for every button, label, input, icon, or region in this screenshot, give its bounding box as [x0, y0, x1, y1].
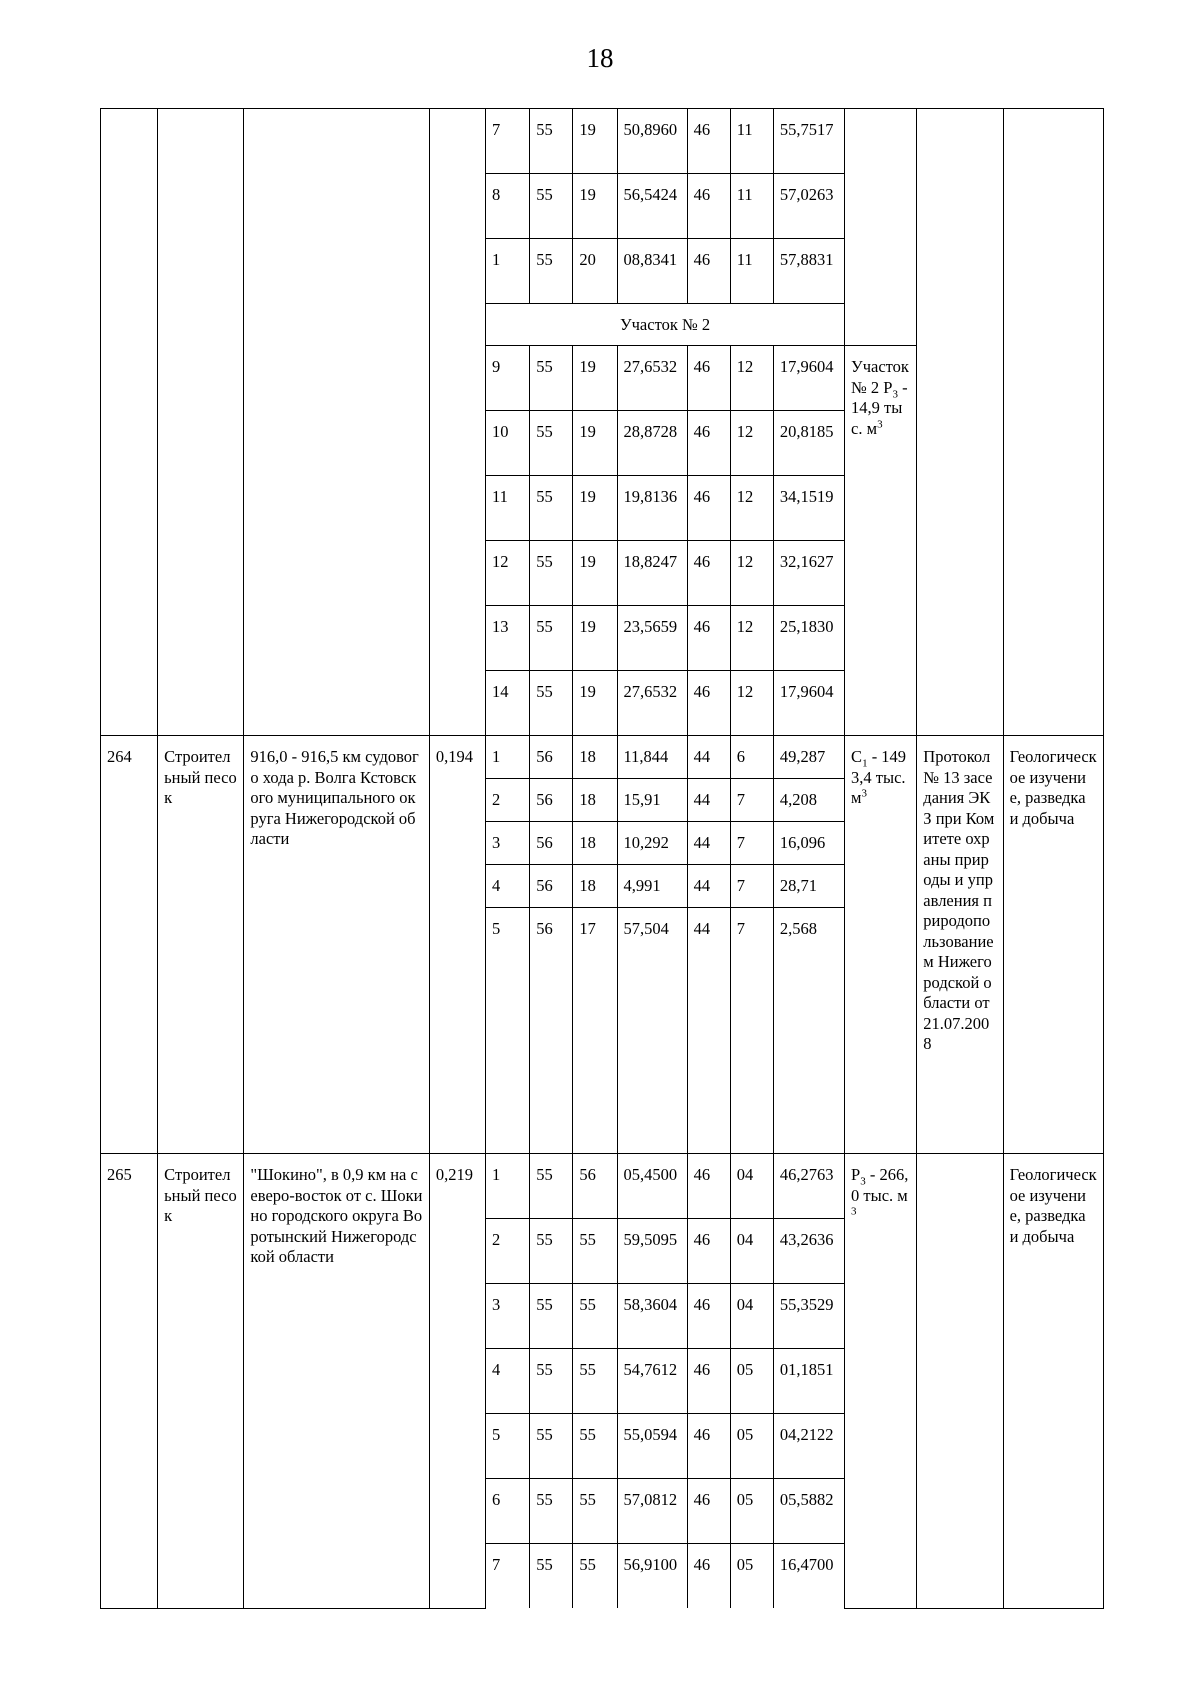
entry-number: 265	[101, 1154, 158, 1609]
lat-degrees: 55	[530, 606, 573, 671]
reserves-unit-superscript: 3	[861, 787, 867, 800]
lon-degrees: 46	[687, 1349, 730, 1414]
lon-degrees: 46	[687, 476, 730, 541]
point-number: 4	[486, 865, 530, 908]
lat-minutes: 19	[573, 109, 617, 174]
lon-seconds: 01,1851	[773, 1349, 844, 1414]
reserves-cell	[845, 109, 917, 346]
reserves-value: - 1493,4 тыс. м	[851, 747, 907, 807]
lat-degrees: 56	[530, 908, 573, 1154]
lat-seconds: 56,9100	[617, 1544, 687, 1609]
point-number: 5	[486, 1414, 530, 1479]
table-body	[101, 109, 1104, 1609]
lon-seconds: 55,3529	[773, 1284, 844, 1349]
point-number: 14	[486, 671, 530, 736]
lon-minutes: 05	[730, 1544, 773, 1609]
lon-seconds: 55,7517	[773, 109, 844, 174]
approval-cell	[917, 109, 1003, 736]
lat-seconds: 56,5424	[617, 174, 687, 239]
lon-minutes: 6	[730, 736, 773, 779]
lon-minutes: 11	[730, 174, 773, 239]
lon-minutes: 7	[730, 779, 773, 822]
approval-protocol	[917, 1154, 1003, 1609]
lat-degrees: 55	[530, 1544, 573, 1609]
lat-degrees: 55	[530, 239, 573, 304]
lat-seconds: 11,844	[617, 736, 687, 779]
deposit-location: 916,0 - 916,5 км судового хода р. Волга Кстовского муниципального округа Нижегородской области	[244, 736, 430, 1154]
lat-degrees: 56	[530, 865, 573, 908]
mineral-cell	[158, 109, 244, 736]
lat-seconds: 10,292	[617, 822, 687, 865]
lat-degrees: 55	[530, 541, 573, 606]
lat-minutes: 55	[573, 1349, 617, 1414]
lon-degrees: 46	[687, 1284, 730, 1349]
point-number: 3	[486, 822, 530, 865]
lon-seconds: 4,208	[773, 779, 844, 822]
lat-seconds: 50,8960	[617, 109, 687, 174]
lon-minutes: 7	[730, 865, 773, 908]
lat-degrees: 55	[530, 1349, 573, 1414]
lon-degrees: 44	[687, 736, 730, 779]
lat-minutes: 19	[573, 671, 617, 736]
point-number: 3	[486, 1284, 530, 1349]
lat-degrees: 55	[530, 476, 573, 541]
lat-minutes: 19	[573, 411, 617, 476]
lon-minutes: 11	[730, 109, 773, 174]
lat-degrees: 55	[530, 671, 573, 736]
point-number: 5	[486, 908, 530, 1154]
lon-seconds: 16,096	[773, 822, 844, 865]
lat-seconds: 57,0812	[617, 1479, 687, 1544]
number-cell	[101, 109, 158, 736]
lat-minutes: 56	[573, 1154, 617, 1219]
lat-seconds: 27,6532	[617, 671, 687, 736]
reserves-unit-superscript: 3	[877, 418, 883, 430]
lon-seconds: 28,71	[773, 865, 844, 908]
lat-minutes: 19	[573, 476, 617, 541]
lon-degrees: 46	[687, 1414, 730, 1479]
point-number: 12	[486, 541, 530, 606]
point-number: 7	[486, 1544, 530, 1609]
lon-seconds: 46,2763	[773, 1154, 844, 1219]
lon-degrees: 46	[687, 1154, 730, 1219]
lat-minutes: 55	[573, 1544, 617, 1609]
lat-seconds: 19,8136	[617, 476, 687, 541]
lat-degrees: 55	[530, 1414, 573, 1479]
point-number: 6	[486, 1479, 530, 1544]
lon-seconds: 43,2636	[773, 1219, 844, 1284]
lat-seconds: 54,7612	[617, 1349, 687, 1414]
license-type: Геологическое изучение, разведка и добыча	[1003, 736, 1103, 1154]
lon-seconds: 57,8831	[773, 239, 844, 304]
lon-degrees: 46	[687, 606, 730, 671]
reserves-cell	[845, 1154, 917, 1609]
reserves-prefix: Р	[851, 1165, 861, 1184]
lon-seconds: 16,4700	[773, 1544, 844, 1609]
lon-minutes: 05	[730, 1414, 773, 1479]
lat-minutes: 55	[573, 1284, 617, 1349]
lat-minutes: 17	[573, 908, 617, 1154]
lat-minutes: 55	[573, 1414, 617, 1479]
lon-degrees: 46	[687, 346, 730, 411]
reserves-cell	[845, 736, 917, 1154]
lon-minutes: 05	[730, 1479, 773, 1544]
point-number: 7	[486, 109, 530, 174]
point-number: 2	[486, 779, 530, 822]
lon-seconds: 49,287	[773, 736, 844, 779]
deposit-area: 0,219	[429, 1154, 485, 1609]
lat-seconds: 59,5095	[617, 1219, 687, 1284]
lon-degrees: 46	[687, 1219, 730, 1284]
lat-minutes: 18	[573, 779, 617, 822]
lat-minutes: 19	[573, 346, 617, 411]
point-number: 13	[486, 606, 530, 671]
lon-seconds: 2,568	[773, 908, 844, 1154]
reserves-value: - 14,9 тыс. м	[851, 377, 908, 438]
reserves-prefix: Участок № 2 Р	[851, 357, 909, 397]
lat-degrees: 55	[530, 1479, 573, 1544]
lon-seconds: 17,9604	[773, 346, 844, 411]
lon-degrees: 44	[687, 822, 730, 865]
lat-degrees: 55	[530, 109, 573, 174]
lon-minutes: 7	[730, 908, 773, 1154]
reserves-subscript: 3	[860, 1175, 866, 1188]
lon-minutes: 12	[730, 671, 773, 736]
reserves-cell	[845, 346, 917, 736]
lon-seconds: 04,2122	[773, 1414, 844, 1479]
table-row	[101, 1154, 1104, 1219]
lon-degrees: 46	[687, 109, 730, 174]
lat-degrees: 56	[530, 822, 573, 865]
deposit-register-table	[100, 108, 1104, 1609]
lat-seconds: 18,8247	[617, 541, 687, 606]
lon-minutes: 12	[730, 476, 773, 541]
lat-minutes: 55	[573, 1479, 617, 1544]
lon-degrees: 44	[687, 908, 730, 1154]
page-number: 18	[586, 43, 614, 73]
lon-minutes: 05	[730, 1349, 773, 1414]
lat-minutes: 19	[573, 174, 617, 239]
point-number: 10	[486, 411, 530, 476]
location-cell	[244, 109, 430, 736]
point-number: 1	[486, 1154, 530, 1219]
lat-degrees: 56	[530, 736, 573, 779]
point-number: 1	[486, 239, 530, 304]
lat-seconds: 23,5659	[617, 606, 687, 671]
lon-degrees: 46	[687, 671, 730, 736]
mineral-type: Строительный песок	[158, 1154, 244, 1609]
point-number: 9	[486, 346, 530, 411]
table-row	[101, 736, 1104, 779]
lon-minutes: 12	[730, 606, 773, 671]
license-type-cell	[1003, 109, 1103, 736]
reserves-unit-superscript: 3	[851, 1205, 857, 1218]
approval-protocol: Протокол № 13 заседания ЭКЗ при Комитете охраны природы и управления природопользованием Нижегородской области от 21.07.2008	[917, 736, 1003, 1154]
lat-degrees: 55	[530, 174, 573, 239]
lat-seconds: 15,91	[617, 779, 687, 822]
lon-seconds: 05,5882	[773, 1479, 844, 1544]
lon-seconds: 57,0263	[773, 174, 844, 239]
lat-minutes: 18	[573, 736, 617, 779]
lon-minutes: 04	[730, 1154, 773, 1219]
area-cell	[429, 109, 485, 736]
lat-degrees: 55	[530, 1284, 573, 1349]
lon-minutes: 04	[730, 1284, 773, 1349]
lon-minutes: 12	[730, 541, 773, 606]
mineral-type: Строительный песок	[158, 736, 244, 1154]
lat-seconds: 27,6532	[617, 346, 687, 411]
lat-seconds: 05,4500	[617, 1154, 687, 1219]
lat-seconds: 55,0594	[617, 1414, 687, 1479]
entry-number: 264	[101, 736, 158, 1154]
license-type: Геологическое изучение, разведка и добыча	[1003, 1154, 1103, 1609]
deposit-location: "Шокино", в 0,9 км на северо-восток от с. Шокино городского округа Воротынский Нижегородской области	[244, 1154, 430, 1609]
lat-minutes: 18	[573, 822, 617, 865]
lon-degrees: 44	[687, 865, 730, 908]
section-label: Участок № 2	[486, 304, 845, 346]
table-row	[101, 109, 1104, 174]
lat-degrees: 55	[530, 346, 573, 411]
deposit-area: 0,194	[429, 736, 485, 1154]
point-number: 11	[486, 476, 530, 541]
reserves-prefix: С	[851, 747, 863, 766]
point-number: 2	[486, 1219, 530, 1284]
lat-seconds: 4,991	[617, 865, 687, 908]
lon-seconds: 25,1830	[773, 606, 844, 671]
lon-degrees: 46	[687, 541, 730, 606]
lat-minutes: 19	[573, 606, 617, 671]
lat-minutes: 55	[573, 1219, 617, 1284]
lat-seconds: 28,8728	[617, 411, 687, 476]
lon-degrees: 46	[687, 411, 730, 476]
lat-minutes: 18	[573, 865, 617, 908]
lon-seconds: 20,8185	[773, 411, 844, 476]
lon-degrees: 46	[687, 239, 730, 304]
lon-degrees: 46	[687, 1544, 730, 1609]
lat-degrees: 56	[530, 779, 573, 822]
lon-minutes: 12	[730, 411, 773, 476]
point-number: 4	[486, 1349, 530, 1414]
lon-degrees: 46	[687, 174, 730, 239]
point-number: 8	[486, 174, 530, 239]
reserves-value: - 266,0 тыс. м	[851, 1165, 909, 1205]
reserves-subscript: 1	[862, 757, 868, 770]
lat-minutes: 20	[573, 239, 617, 304]
reserves-subscript: 3	[892, 387, 898, 400]
lat-seconds: 57,504	[617, 908, 687, 1154]
lon-seconds: 17,9604	[773, 671, 844, 736]
lat-degrees: 55	[530, 1154, 573, 1219]
lon-minutes: 04	[730, 1219, 773, 1284]
lat-degrees: 55	[530, 411, 573, 476]
lat-minutes: 19	[573, 541, 617, 606]
lon-degrees: 44	[687, 779, 730, 822]
lon-seconds: 34,1519	[773, 476, 844, 541]
lat-seconds: 58,3604	[617, 1284, 687, 1349]
lon-minutes: 12	[730, 346, 773, 411]
lon-minutes: 11	[730, 239, 773, 304]
lon-minutes: 7	[730, 822, 773, 865]
lon-degrees: 46	[687, 1479, 730, 1544]
lon-seconds: 32,1627	[773, 541, 844, 606]
point-number: 1	[486, 736, 530, 779]
lat-seconds: 08,8341	[617, 239, 687, 304]
lat-degrees: 55	[530, 1219, 573, 1284]
